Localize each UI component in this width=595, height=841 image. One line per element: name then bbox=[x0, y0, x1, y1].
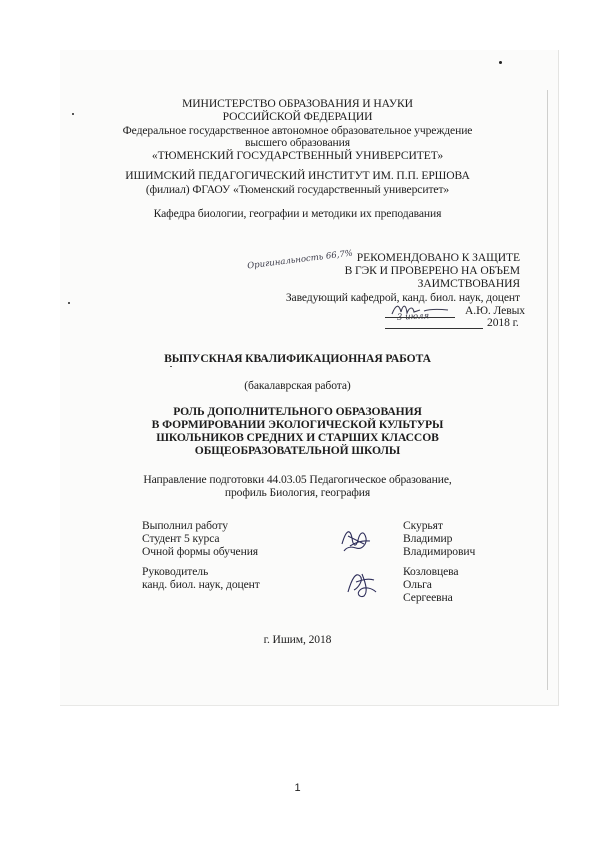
student-role-line3: Очной формы обучения bbox=[142, 545, 259, 558]
work-title-line4: ОБЩЕОБРАЗОВАТЕЛЬНОЙ ШКОЛЫ bbox=[194, 444, 401, 457]
supervisor-name: Ольга bbox=[403, 578, 432, 591]
supervisor-patronymic: Сергеевна bbox=[403, 591, 453, 604]
supervisor-surname: Козловцева bbox=[403, 565, 459, 578]
head-signature-icon bbox=[390, 300, 456, 318]
scan-speck bbox=[499, 61, 502, 64]
supervisor-role-line2: канд. биол. наук, доцент bbox=[142, 578, 260, 591]
direction-line2: профиль Биология, география bbox=[224, 486, 371, 499]
student-surname: Скурьят bbox=[403, 519, 443, 532]
institute-line1: ИШИМСКИЙ ПЕДАГОГИЧЕСКИЙ ИНСТИТУТ ИМ. П.П. ЕРШОВА bbox=[125, 169, 470, 182]
work-title-line2: В ФОРМИРОВАНИИ ЭКОЛОГИЧЕСКОЙ КУЛЬТУРЫ bbox=[151, 418, 444, 431]
scan-speck bbox=[170, 366, 172, 367]
approval-line2: В ГЭК И ПРОВЕРЕНО НА ОБЪЕМ bbox=[344, 264, 520, 277]
university-name: «ТЮМЕНСКИЙ ГОСУДАРСТВЕННЫЙ УНИВЕРСИТЕТ» bbox=[151, 149, 444, 162]
work-title-line1: РОЛЬ ДОПОЛНИТЕЛЬНОГО ОБРАЗОВАНИЯ bbox=[173, 405, 422, 418]
student-signature-icon bbox=[338, 524, 374, 554]
institute-line2: (филиал) ФГАОУ «Тюменский государственный университет» bbox=[145, 183, 450, 196]
originality-note: Оригинальность 66,7% bbox=[246, 248, 354, 272]
student-name: Владимир bbox=[403, 532, 453, 545]
student-patronymic: Владимирович bbox=[403, 545, 476, 558]
direction-line1: Направление подготовки 44.03.05 Педагогическое образование, bbox=[143, 473, 452, 486]
approval-date-year: 2018 г. bbox=[487, 316, 519, 329]
ministry-line2: РОССИЙСКОЙ ФЕДЕРАЦИИ bbox=[222, 110, 373, 123]
approval-line3: ЗАИМСТВОВАНИЯ bbox=[417, 277, 520, 290]
student-role-line2: Студент 5 курса bbox=[142, 532, 220, 545]
student-role-line1: Выполнил работу bbox=[142, 519, 228, 532]
head-of-department-title: Заведующий кафедрой, канд. биол. наук, доцент bbox=[285, 291, 520, 304]
head-of-department-name: А.Ю. Левых bbox=[465, 304, 525, 317]
department-name: Кафедра биологии, географии и методики их преподавания bbox=[153, 207, 442, 220]
date-line bbox=[385, 328, 483, 329]
approval-line1: РЕКОМЕНДОВАНО К ЗАЩИТЕ bbox=[356, 251, 520, 264]
work-title-line3: ШКОЛЬНИКОВ СРЕДНИХ И СТАРШИХ КЛАССОВ bbox=[156, 431, 439, 444]
city-year: г. Ишим, 2018 bbox=[263, 633, 332, 646]
institution-line2: высшего образования bbox=[245, 136, 350, 149]
handwritten-date: 3 июля bbox=[396, 311, 430, 323]
work-type: ВЫПУСКНАЯ КВАЛИФИКАЦИОННАЯ РАБОТА bbox=[164, 352, 431, 365]
page-number: 1 bbox=[294, 782, 301, 794]
institution-line1: Федеральное государственное автономное образовательное учреждение bbox=[122, 124, 473, 137]
supervisor-role-line1: Руководитель bbox=[142, 565, 209, 578]
supervisor-signature-icon bbox=[342, 566, 382, 600]
ministry-line1: МИНИСТЕРСТВО ОБРАЗОВАНИЯ И НАУКИ bbox=[182, 97, 413, 110]
work-degree: (бакалаврская работа) bbox=[244, 379, 351, 392]
